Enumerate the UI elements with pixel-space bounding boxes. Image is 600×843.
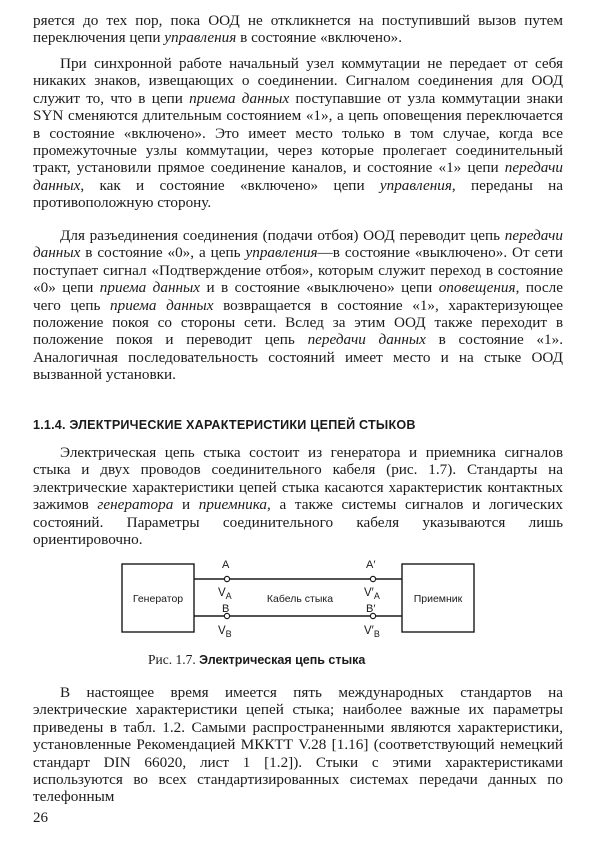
label-vb: $V_B$: [218, 625, 232, 639]
body-text: , переданы на противоположную сторону.: [33, 176, 563, 212]
emphasis-text: передачи данных: [307, 331, 426, 349]
label-vb-prime: $V'_B$: [364, 625, 380, 639]
label-va-prime: $V'_A$: [364, 587, 380, 601]
body-text: При синхронной работе начальный узел коммутации не передает от себя никаких знаков, извещающих о соединении. Сигналом соединения для ООД служит то, что в цепи: [33, 55, 563, 107]
label-a-prime: A′: [366, 559, 376, 571]
body-text: поступавшие от узла коммутации знаки SYN сменяются длительным состоянием «1», а цепь оповещения переключается в состояние «включено». Это имеет место только в том случае, когда все промежуточные узлы коммутации, через которые пролегает соединительный тракт, установили прямое соединение каналов, и состояние «1» цепи: [33, 89, 563, 177]
section-heading: 1.1.4. ЭЛЕКТРИЧЕСКИЕ ХАРАКТЕРИСТИКИ ЦЕПЕЙ СТЫКОВ: [33, 418, 416, 432]
emphasis-text: приема данных: [189, 89, 290, 107]
emphasis-text: приема данных: [110, 296, 214, 314]
body-text: , а также системы сигналов и логических состояний. Параметры соединительного кабеля указываются лишь ориентировочно.: [33, 496, 563, 549]
emphasis-text: передачи данных: [33, 159, 563, 194]
label-a: A: [222, 559, 230, 571]
label-va: $V_A$: [218, 587, 232, 601]
body-text: , как и состояние «включено» цепи: [80, 176, 380, 194]
label-b: B: [222, 603, 230, 615]
emphasis-text: управления: [379, 176, 452, 194]
body-text: в состояние «1». Аналогичная последовательность состояний имеет место и на стыке ООД вызванной установки.: [33, 331, 563, 384]
body-text: В настоящее время имеется пять международных стандартов на электрические характеристики цепей стыка; наиболее важные их параметры приведены в табл. 1.2. Самыми распространенными являются характеристики, установленные Рекомендацией МККТТ V.28 [1.16] (соответствующий немецкий стандарт DIN 66020, лист 1 [1.2]). Стыки с этими характеристиками используются во всех стандартизированных системах передачи данных по телефонным: [33, 684, 563, 806]
caption-text: Электрическая цепь стыка: [199, 653, 366, 667]
caption-prefix: Рис. 1.7.: [148, 652, 196, 667]
terminal-a-prime: [370, 576, 375, 581]
body-text: ряется до тех пор, пока ООД не откликнется на поступивший вызов путем переключения цепи: [33, 12, 563, 47]
paragraph-2: [33, 55, 563, 212]
paragraph-3: [33, 227, 563, 384]
paragraph-4: [33, 444, 563, 548]
cable-label: Кабель стыка: [266, 593, 334, 605]
page-number: 26: [33, 810, 48, 826]
circuit-diagram: [110, 550, 560, 650]
body-text: , после чего цепь: [33, 279, 563, 314]
body-text: —в состояние «выключено». От сети поступает сигнал «Подтверждение отбоя», которым служит переход в состояние «0» цепи: [33, 244, 563, 297]
body-text: Для разъединения соединения (подачи отбоя) ООД переводит цепь: [60, 227, 505, 244]
emphasis-text: передачи данных: [33, 227, 563, 262]
generator-label: Генератор: [132, 593, 184, 605]
body-text: и: [173, 496, 199, 514]
paragraph-1: [33, 12, 563, 47]
label-b-prime: B′: [366, 603, 376, 615]
body-text: Электрическая цепь стыка состоит из генератора и приемника сигналов стыка и двух проводов соединительного кабеля (рис. 1.7). Стандарты на электрические характеристики цепей стыка касаются характеристик контактных зажимов: [33, 444, 563, 514]
figure-caption: [148, 652, 468, 668]
body-text: в состояние «0», а цепь: [80, 244, 246, 262]
paragraph-5: [33, 684, 563, 806]
emphasis-text: приема данных: [99, 279, 201, 297]
receiver-label: Приемник: [413, 593, 463, 605]
emphasis-text: оповещения: [438, 279, 516, 297]
body-text: и в состояние «выключено» цепи: [200, 279, 439, 297]
emphasis-text: управления: [245, 244, 318, 262]
emphasis-text: управления: [164, 29, 237, 47]
figure-diagram: [110, 550, 560, 650]
terminal-a: [224, 576, 229, 581]
emphasis-text: приемника: [198, 496, 268, 514]
emphasis-text: генератора: [97, 496, 174, 514]
body-text: в состояние «включено».: [236, 29, 403, 47]
body-text: возвращается в состояние «1», характеризующее положение покоя со стороны сети. Вслед за этим ООД также переходит в положение покоя и переводит цепь: [33, 296, 563, 349]
